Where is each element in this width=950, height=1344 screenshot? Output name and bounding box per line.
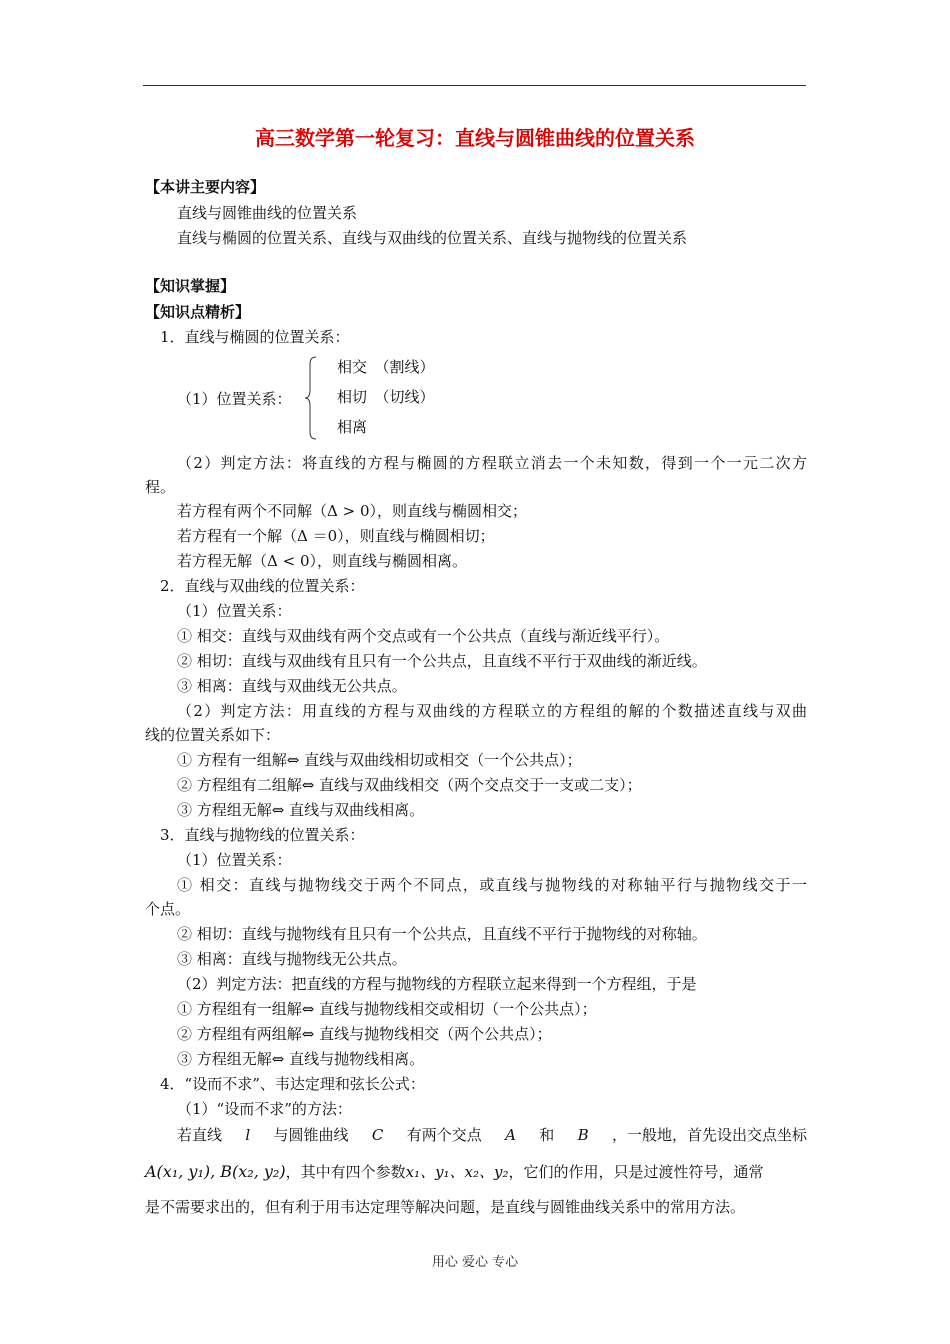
- relation-item: 相交 （割线）: [337, 358, 435, 376]
- math-var: B: [577, 1126, 589, 1144]
- text-span: 与圆锥曲线: [273, 1126, 349, 1144]
- text-span: ，其中有四个参数: [285, 1163, 406, 1181]
- paragraph-line: 是不需要求出的，但有利于用韦达定理等解决问题，是直线与圆锥曲线关系中的常用方法。: [145, 1198, 746, 1216]
- paragraph-line: [177, 1125, 807, 1145]
- math-var: l: [245, 1126, 251, 1144]
- method-text: （2）判定方法：用直线的方程与双曲线的方程联立的方程组的解的个数描述直线与双曲: [177, 702, 807, 720]
- method-item: ③ 方程组无解⇔ 直线与双曲线相离。: [177, 801, 425, 819]
- text-span: 若直线: [177, 1126, 223, 1144]
- method-text: （2）判定方法：把直线的方程与抛物线的方程联立起来得到一个方程组，于是: [177, 975, 697, 993]
- relation-label: （1）位置关系：: [177, 602, 292, 620]
- math-var: C: [371, 1126, 384, 1144]
- brace-icon: [304, 356, 318, 440]
- text-span: 有两个交点: [406, 1126, 482, 1144]
- page-footer: 用心 爱心 专心: [431, 1255, 519, 1270]
- knowledge-points-heading: 【知识点精析】: [145, 303, 251, 321]
- method-text: （2）判定方法：将直线的方程与椭圆的方程联立消去一个未知数，得到一个一元二次方: [177, 454, 807, 472]
- relation-label: （1）位置关系：: [177, 390, 292, 408]
- text-span: ，一般地，首先设出交点坐标: [611, 1126, 807, 1144]
- relation-item: 个点。: [145, 900, 191, 918]
- math-params: x₁、y₁、x₂、y₂: [405, 1163, 509, 1181]
- relation-item: ③ 相离：直线与抛物线无公共点。: [177, 950, 407, 968]
- relation-item: ③ 相离：直线与双曲线无公共点。: [177, 677, 407, 695]
- header-rule: [143, 85, 806, 86]
- main-content-line: 直线与椭圆的位置关系、直线与双曲线的位置关系、直线与抛物线的位置关系: [177, 229, 688, 247]
- text-span: 和: [539, 1126, 555, 1144]
- method-item: ① 方程有一组解⇔ 直线与双曲线相切或相交（一个公共点）；: [177, 751, 582, 769]
- method-item: ③ 方程组无解⇔ 直线与抛物线相离。: [177, 1050, 425, 1068]
- relation-item: 相切 （切线）: [337, 388, 435, 406]
- math-var: A: [505, 1126, 516, 1144]
- case-text: 若方程无解（Δ < 0），则直线与椭圆相离。: [177, 552, 467, 570]
- case-text: 若方程有两个不同解（Δ > 0），则直线与椭圆相交；: [177, 502, 527, 520]
- case-text: 若方程有一个解（Δ ＝0），则直线与椭圆相切；: [177, 527, 495, 545]
- section-heading: 1．直线与椭圆的位置关系：: [160, 328, 350, 346]
- relation-label: （1）位置关系：: [177, 851, 292, 869]
- relation-item: 相离: [337, 418, 368, 436]
- section-heading: 3．直线与抛物线的位置关系：: [160, 826, 365, 844]
- method-item: ② 方程组有二组解⇔ 直线与双曲线相交（两个交点交于一支或二支）；: [177, 776, 642, 794]
- sub-heading: （1）“设而不求”的方法：: [177, 1100, 352, 1118]
- section-heading: 2．直线与双曲线的位置关系：: [160, 577, 365, 595]
- method-item: ② 方程组有两组解⇔ 直线与抛物线相交（两个公共点）；: [177, 1025, 552, 1043]
- method-text: 线的位置关系如下：: [145, 726, 281, 744]
- main-content-heading: 【本讲主要内容】: [145, 178, 266, 196]
- text-span: ，它们的作用，只是过渡性符号，通常: [508, 1163, 764, 1181]
- knowledge-heading: 【知识掌握】: [145, 277, 236, 295]
- relation-item: ① 相交：直线与抛物线交于两个不同点，或直线与抛物线的对称轴平行与抛物线交于一: [177, 876, 807, 894]
- section-heading: 4．“设而不求”、韦达定理和弦长公式：: [160, 1075, 425, 1093]
- page-title: 高三数学第一轮复习：直线与圆锥曲线的位置关系: [255, 126, 695, 150]
- relation-item: ② 相切：直线与双曲线有且只有一个公共点，且直线不平行于双曲线的渐近线。: [177, 652, 707, 670]
- math-coords: A(x₁, y₁), B(x₂, y₂): [145, 1162, 286, 1181]
- method-item: ① 方程组有一组解⇔ 直线与抛物线相交或相切（一个公共点）；: [177, 1000, 597, 1018]
- main-content-line: 直线与圆锥曲线的位置关系: [177, 204, 358, 222]
- relation-item: ① 相交：直线与双曲线有两个交点或有一个公共点（直线与渐近线平行）。: [177, 627, 670, 645]
- paragraph-line: [145, 1162, 764, 1182]
- relation-item: ② 相切：直线与抛物线有且只有一个公共点，且直线不平行于抛物线的对称轴。: [177, 925, 707, 943]
- method-text: 程。: [145, 478, 176, 496]
